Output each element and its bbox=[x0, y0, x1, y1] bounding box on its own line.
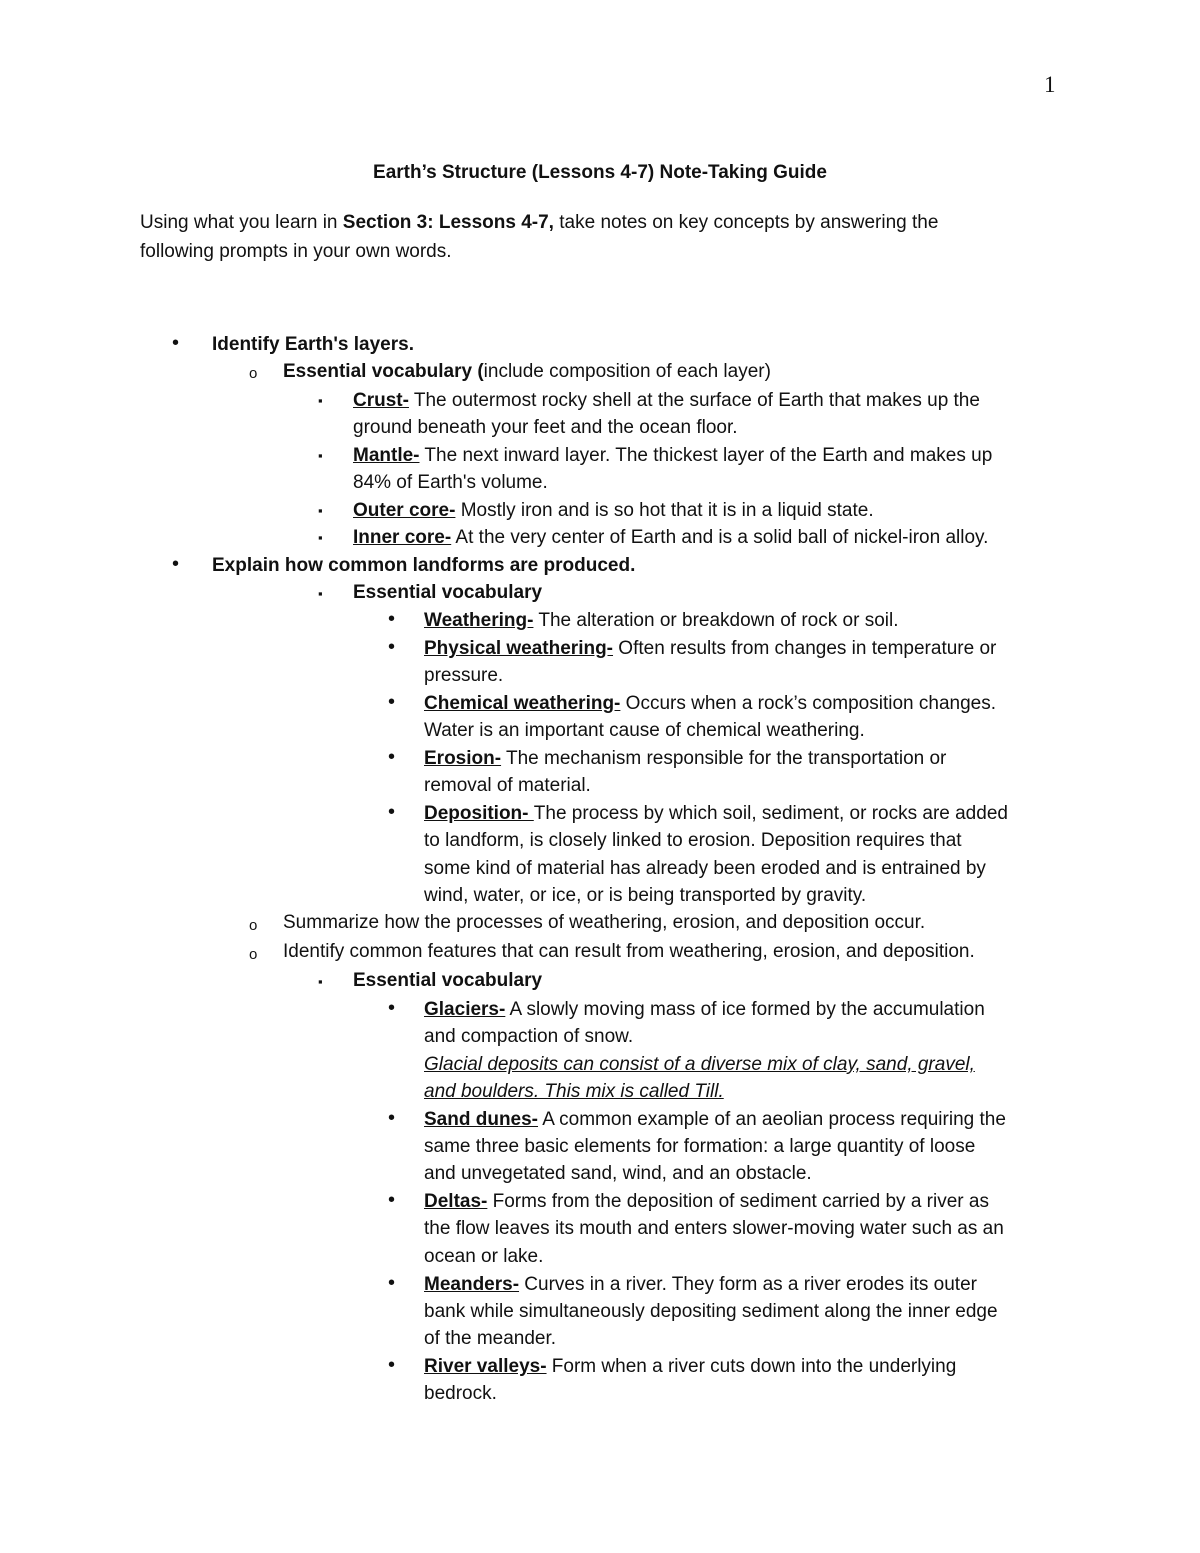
sand-dunes-line bbox=[424, 1106, 1006, 1133]
disc-bullet: • bbox=[388, 691, 396, 713]
mantle-def: The next inward layer. The thickest layer of the Earth and makes up bbox=[419, 445, 993, 466]
deposition-line-3: some kind of material has already been eroded and is entrained by bbox=[424, 858, 986, 879]
outer-core-def: Mostly iron and is so hot that it is in a liquid state. bbox=[455, 500, 874, 521]
mantle-term: Mantle- bbox=[353, 445, 420, 466]
deltas-def: Forms from the deposition of sediment carried by a river as bbox=[487, 1191, 989, 1212]
physical-weathering-line bbox=[424, 635, 996, 662]
page-number: 1 bbox=[1044, 72, 1056, 97]
sand-dunes-line-3: and unvegetated sand, wind, and an obstacle. bbox=[424, 1163, 812, 1184]
intro-text-line2: following prompts in your own words. bbox=[140, 241, 452, 262]
chemical-weathering-term: Chemical weathering- bbox=[424, 693, 621, 714]
disc-bullet: • bbox=[388, 1272, 396, 1294]
deltas-line bbox=[424, 1188, 989, 1215]
disc-bullet: • bbox=[172, 553, 180, 575]
sand-dunes-def: A common example of an aeolian process requiring the bbox=[538, 1109, 1006, 1130]
disc-bullet: • bbox=[388, 746, 396, 768]
square-bullet: ▪ bbox=[318, 448, 323, 463]
summarize-prompt: Summarize how the processes of weathering, erosion, and deposition occur. bbox=[283, 912, 926, 933]
sand-dunes-line-2: same three basic elements for formation: a large quantity of loose bbox=[424, 1136, 976, 1157]
intro-paragraph bbox=[140, 208, 1040, 266]
meanders-line-3: of the meander. bbox=[424, 1328, 557, 1349]
inner-core-line bbox=[353, 524, 988, 551]
section1-vocab-line bbox=[283, 358, 771, 385]
square-bullet: ▪ bbox=[318, 393, 323, 408]
meanders-line bbox=[424, 1271, 977, 1298]
outer-core-line bbox=[353, 497, 874, 524]
river-valleys-line bbox=[424, 1353, 956, 1380]
glaciers-note-line-1: Glacial deposits can consist of a diverse mix of clay, sand, gravel, bbox=[424, 1054, 975, 1075]
section2-vocab-2: Essential vocabulary bbox=[353, 970, 543, 991]
meanders-line-2: bank while simultaneously depositing sediment along the inner edge bbox=[424, 1301, 998, 1322]
deltas-line-3: ocean or lake. bbox=[424, 1246, 544, 1267]
square-bullet: ▪ bbox=[318, 503, 323, 518]
disc-bullet: • bbox=[388, 1107, 396, 1129]
square-bullet: ▪ bbox=[318, 974, 323, 989]
physical-weathering-term: Physical weathering- bbox=[424, 638, 614, 659]
square-bullet: ▪ bbox=[318, 530, 323, 545]
physical-weathering-def: Often results from changes in temperature or bbox=[613, 638, 997, 659]
section1-heading: Identify Earth's layers. bbox=[212, 334, 414, 355]
deltas-line-2: the flow leaves its mouth and enters slower-moving water such as an bbox=[424, 1218, 1004, 1239]
weathering-def: The alteration or breakdown of rock or soil. bbox=[533, 610, 899, 631]
physical-weathering-line-2: pressure. bbox=[424, 665, 504, 686]
vocab-note: include composition of each layer) bbox=[483, 361, 771, 382]
intro-text: Using what you learn in bbox=[140, 212, 343, 233]
erosion-line-2: removal of material. bbox=[424, 775, 591, 796]
deposition-def: The process by which soil, sediment, or rocks are added bbox=[533, 803, 1008, 824]
inner-core-term: Inner core- bbox=[353, 527, 452, 548]
erosion-def: The mechanism responsible for the transportation or bbox=[501, 748, 947, 769]
disc-bullet: • bbox=[388, 801, 396, 823]
meanders-def: Curves in a river. They form as a river erodes its outer bbox=[519, 1274, 977, 1295]
vocab-label: Essential vocabulary ( bbox=[283, 361, 484, 382]
river-valleys-line-2: bedrock. bbox=[424, 1383, 497, 1404]
mantle-line bbox=[353, 442, 992, 469]
intro-section-ref: Section 3: Lessons 4-7, bbox=[342, 212, 554, 233]
mantle-line-2: 84% of Earth's volume. bbox=[353, 472, 548, 493]
crust-line bbox=[353, 387, 980, 414]
section2-heading: Explain how common landforms are produced. bbox=[212, 555, 636, 576]
crust-def: The outermost rocky shell at the surface of Earth that makes up the bbox=[408, 390, 980, 411]
deposition-line-2: to landform, is closely linked to erosion. Deposition requires that bbox=[424, 830, 962, 851]
circle-bullet: o bbox=[249, 946, 258, 963]
meanders-term: Meanders- bbox=[424, 1274, 520, 1295]
section2-vocab: Essential vocabulary bbox=[353, 582, 543, 603]
crust-line-2: ground beneath your feet and the ocean floor. bbox=[353, 417, 738, 438]
glaciers-term: Glaciers- bbox=[424, 999, 506, 1020]
disc-bullet: • bbox=[388, 997, 396, 1019]
identify-prompt: Identify common features that can result from weathering, erosion, and deposition. bbox=[283, 941, 975, 962]
circle-bullet: o bbox=[249, 917, 258, 934]
deposition-term: Deposition- bbox=[424, 803, 534, 824]
chemical-weathering-line bbox=[424, 690, 996, 717]
square-bullet: ▪ bbox=[318, 586, 323, 601]
glaciers-line-2: and compaction of snow. bbox=[424, 1026, 634, 1047]
deposition-line-4: wind, water, or ice, or is being transported by gravity. bbox=[424, 885, 867, 906]
glaciers-def: A slowly moving mass of ice formed by the accumulation bbox=[505, 999, 985, 1020]
intro-text-end: take notes on key concepts by answering the bbox=[553, 212, 939, 233]
weathering-line bbox=[424, 607, 899, 634]
crust-term: Crust- bbox=[353, 390, 409, 411]
disc-bullet: • bbox=[172, 332, 180, 354]
disc-bullet: • bbox=[388, 1354, 396, 1376]
glaciers-note-line-2: and boulders. This mix is called Till. bbox=[424, 1081, 724, 1102]
circle-bullet: o bbox=[249, 365, 258, 382]
disc-bullet: • bbox=[388, 636, 396, 658]
page-title: Earth’s Structure (Lessons 4-7) Note-Taking Guide bbox=[373, 162, 827, 183]
disc-bullet: • bbox=[388, 1189, 396, 1211]
river-valleys-def: Form when a river cuts down into the underlying bbox=[546, 1356, 957, 1377]
erosion-term: Erosion- bbox=[424, 748, 502, 769]
erosion-line bbox=[424, 745, 946, 772]
sand-dunes-term: Sand dunes- bbox=[424, 1109, 539, 1130]
disc-bullet: • bbox=[388, 608, 396, 630]
chemical-weathering-line-2: Water is an important cause of chemical weathering. bbox=[424, 720, 865, 741]
river-valleys-term: River valleys- bbox=[424, 1356, 547, 1377]
deltas-term: Deltas- bbox=[424, 1191, 488, 1212]
weathering-term: Weathering- bbox=[424, 610, 534, 631]
glaciers-line bbox=[424, 996, 985, 1023]
chemical-weathering-def: Occurs when a rock’s composition changes. bbox=[620, 693, 996, 714]
inner-core-def: At the very center of Earth and is a solid ball of nickel-iron alloy. bbox=[451, 527, 989, 548]
deposition-line bbox=[424, 800, 1008, 827]
outer-core-term: Outer core- bbox=[353, 500, 456, 521]
